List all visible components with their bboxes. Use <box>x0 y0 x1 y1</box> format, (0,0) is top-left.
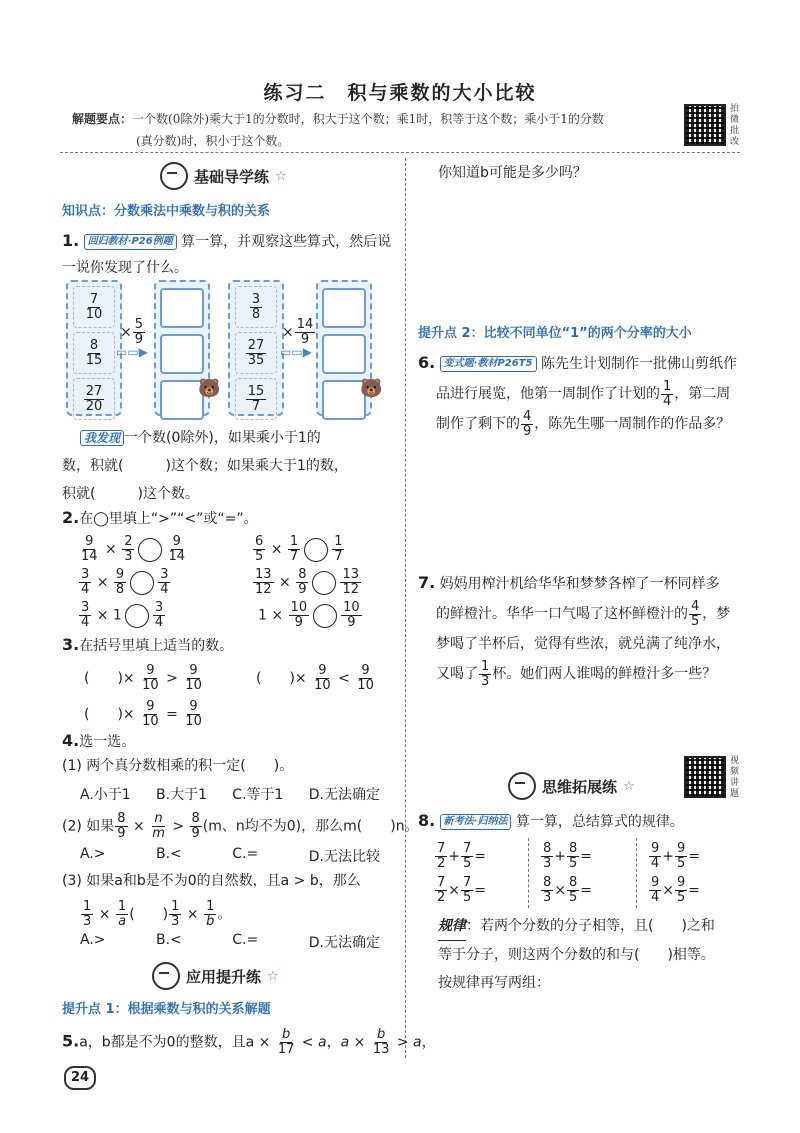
improve-point-1: 提升点 1：根据乘数与积的关系解题 <box>62 1002 271 1017</box>
q4-sub3-options <box>80 932 380 952</box>
option-d[interactable]: D.无法确定 <box>308 787 380 803</box>
q4-sub1-options <box>80 784 380 804</box>
q1-left-multiplier: × $\frac{5}{9}$ <box>120 317 144 347</box>
rule-line2: 等于分子，则这两个分数的和与( )相等。 <box>438 947 715 963</box>
q7-line3: 梦喝了半杯后，觉得有些浓，就兑满了纯净水， <box>436 636 730 652</box>
solving-tips <box>72 108 672 152</box>
q2-number: 2. <box>62 508 80 527</box>
q3-item: ( )× $\frac{9}{10}$ < $\frac{9}{10}$ <box>256 663 374 693</box>
q2-item: 1 × $\frac{10}{9}$ $\frac{10}{9}$ <box>258 600 360 630</box>
q8-rule <box>438 912 758 997</box>
q1-right-fractions <box>228 280 284 416</box>
q8-text: 算一算，总结算式的规律。 <box>515 814 684 830</box>
page-title: 练习二 积与乘数的大小比较 <box>263 82 537 104</box>
q8-expr: $\frac{9}{4}$ + $\frac{9}{5}$ = <box>651 841 701 871</box>
option-b[interactable]: B.< <box>156 932 182 948</box>
fraction-cell: $\frac{27}{35}$ <box>235 332 277 374</box>
qr-code-icon[interactable] <box>684 756 726 798</box>
rule-line1: ：若两个分数的分子相等，且( )之和 <box>466 918 715 934</box>
rule-label: 规律 <box>438 912 466 941</box>
separator <box>636 838 637 908</box>
q3-item: ( )× $\frac{9}{10}$ > $\frac{9}{10}$ <box>84 663 202 693</box>
tips-line2: (真分数)时，积小于这个数。 <box>136 134 290 148</box>
answer-box[interactable] <box>160 288 204 328</box>
compare-circle[interactable] <box>125 604 149 628</box>
section-basic <box>160 162 287 190</box>
rule-line3: 按规律再写两组： <box>438 975 550 991</box>
q3-text: 在括号里填上适当的数。 <box>79 638 234 654</box>
qr-code-icon[interactable] <box>684 104 726 146</box>
fraction-cell: $\frac{8}{15}$ <box>73 332 115 374</box>
separator <box>528 838 529 908</box>
question-8 <box>418 808 758 835</box>
qr-label-mid: 视频讲题 <box>730 756 740 799</box>
q3-number: 3. <box>62 635 80 654</box>
q4-sub3-expr: $\frac{1}{3}$ × $\frac{1}{a}$ ( ) $\frac{1}{3}$ × $\frac{1}{b}$ 。 <box>83 899 232 929</box>
mascot-icon <box>160 162 188 190</box>
q4-number: 4. <box>62 731 80 750</box>
option-a[interactable]: A.小于1 <box>80 787 131 803</box>
page-number: 24 <box>64 1066 96 1090</box>
q1-number: 1. <box>62 231 80 250</box>
q7-number: 7. <box>418 573 436 592</box>
section-expand <box>508 772 635 800</box>
section-basic-title: 基础导学练 <box>194 167 270 186</box>
section-apply-title: 应用提升练 <box>186 967 262 986</box>
q4-sub1: (1) 两个真分数相乘的积一定( )。 <box>62 758 294 774</box>
q6-line3b: ，陈先生哪一周制作的作品多？ <box>534 416 731 432</box>
q2-item: $\frac{6}{5}$ × $\frac{1}{7}$ $\frac{1}{7}$ <box>255 534 343 564</box>
q1-right-multiplier: × $\frac{14}{9}$ <box>282 317 314 347</box>
compare-circle[interactable] <box>312 571 336 595</box>
q2-item: $\frac{3}{4}$ × 1 $\frac{3}{4}$ <box>81 600 164 630</box>
q1-left-fractions <box>66 280 122 416</box>
section-apply <box>152 962 279 990</box>
question-5: 5.a，b都是不为0的整数，且a × $\frac{b}{17}$ < a，a × $\frac{b}{13}$ > a， <box>62 1027 436 1057</box>
q8-expr: $\frac{7}{2}$ × $\frac{7}{5}$ = <box>437 875 487 905</box>
q6-line2b: ，第二周 <box>674 386 731 402</box>
q4-sub2: (2) 如果 $\frac{8}{9}$ × $\frac{n}{m}$ > $\frac{8}{9}$ (m、n均不为0)，那么m( )n。 <box>62 811 419 841</box>
fraction-cell: $\frac{15}{7}$ <box>235 378 277 420</box>
q2-item: $\frac{9}{14}$ × $\frac{2}{3}$ $\frac{9}{14}$ <box>81 534 186 564</box>
q4-sub2-pre: (2) 如果 <box>62 818 115 835</box>
question-2 <box>62 505 258 532</box>
q4-sub2-options <box>80 846 380 866</box>
q1-discovery <box>62 424 400 508</box>
q6-tag: 变式题·教材P26T5 <box>440 356 537 372</box>
compare-circle[interactable] <box>304 538 328 562</box>
q8-expr: $\frac{8}{3}$ × $\frac{8}{5}$ = <box>543 875 593 905</box>
option-b[interactable]: B.大于1 <box>156 787 207 803</box>
compare-circle[interactable] <box>130 571 154 595</box>
q1-tag: 回归教材·P26例题 <box>84 234 177 250</box>
option-a[interactable]: A.> <box>80 932 106 948</box>
star-icon: ☆ <box>623 778 635 794</box>
q4-text: 选一选。 <box>79 734 136 750</box>
option-c[interactable]: C.等于1 <box>232 787 284 803</box>
q7-line2: 的鲜橙汁。华华一口气喝了这杯鲜橙汁的 <box>436 606 688 622</box>
question-6: 6. 变式题·教材P26T5 陈先生计划制作一批佛山剪纸作 品进行展览，他第一周制作了计划的 $\frac{1}{4}$ ，第二周 制作了剩下的 $\frac{4}{9}$ ，陈先生哪一周制作的作品多？ <box>418 353 737 439</box>
question-1 <box>62 228 397 281</box>
q7-line2b: ，梦 <box>702 606 731 622</box>
star-icon: ☆ <box>275 168 287 184</box>
discovery-line1: 一个数(0除外)，如果乘小于1的 <box>124 430 321 446</box>
q4-sub2-mid: (m、n均不为0)，那么m( )n。 <box>202 818 419 835</box>
q8-expr: $\frac{7}{2}$ + $\frac{7}{5}$ = <box>437 841 487 871</box>
knowledge-point: 知识点：分数乘法中乘数与积的关系 <box>62 204 271 219</box>
q7-line4: 又喝了 <box>436 666 478 682</box>
mascot-icon <box>508 772 536 800</box>
compare-circle[interactable] <box>138 538 162 562</box>
option-a[interactable]: A.> <box>80 846 106 862</box>
q8-number: 8. <box>418 811 436 830</box>
option-c[interactable]: C.= <box>232 846 259 862</box>
q4-sub3: (3) 如果a和b是不为0的自然数，且a > b，那么 <box>62 873 361 889</box>
fraction-cell: $\frac{3}{8}$ <box>235 286 277 328</box>
option-c[interactable]: C.= <box>232 932 259 948</box>
fraction-cell: $\frac{27}{20}$ <box>73 378 115 420</box>
mascot-icon <box>152 962 180 990</box>
q5-text: a，b都是不为0的整数，且a × <box>79 1034 271 1051</box>
discovery-line3: 积就( )这个数。 <box>62 486 199 502</box>
q8-expr: $\frac{8}{3}$ + $\frac{8}{5}$ = <box>543 841 593 871</box>
q6-line1: 陈先生计划制作一批佛山剪纸作 <box>540 356 737 372</box>
answer-box[interactable] <box>322 334 366 374</box>
star-icon: ☆ <box>267 968 279 984</box>
qr-label-top: 拍微批改 <box>730 104 740 147</box>
answer-box[interactable] <box>322 288 366 328</box>
q7-line1: 妈妈用榨汁机给华华和梦梦各榨了一杯同样多 <box>439 576 720 592</box>
improve-point-2: 提升点 2：比较不同单位“1”的两个分率的大小 <box>418 326 692 341</box>
discovery-label: 我发现 <box>80 430 124 446</box>
q5-number: 5. <box>62 1031 80 1051</box>
q6-line2: 品进行展览，他第一周制作了计划的 <box>436 386 660 402</box>
section-expand-title: 思维拓展练 <box>542 777 618 796</box>
tips-label: 解题要点： <box>72 112 133 126</box>
divider <box>60 152 740 153</box>
q1-text: 算一算，并观察这些算式，然后说一说你发现了什么。 <box>62 234 392 276</box>
option-d[interactable]: D.无法确定 <box>308 935 380 951</box>
arrow-right-icon: ▭▭▶ <box>116 345 148 359</box>
q8-tag: 新考法·归纳法 <box>440 814 512 830</box>
q2-item: $\frac{3}{4}$ × $\frac{9}{8}$ $\frac{3}{4}$ <box>81 567 169 597</box>
q8-expr: $\frac{9}{4}$ × $\frac{9}{5}$ = <box>651 875 701 905</box>
q7-line4b: 杯。她们两人谁喝的鲜橙汁多一些？ <box>492 666 717 682</box>
arrow-right-icon: ▭▭▶ <box>280 345 312 359</box>
bear-icon: 🐻 <box>198 378 221 399</box>
fraction-cell: $\frac{7}{10}$ <box>73 286 115 328</box>
question-7: 7. 妈妈用榨汁机给华华和梦梦各榨了一杯同样多 的鲜橙汁。华华一口气喝了这杯鲜橙汁的 $\frac{4}{5}$ ，梦 梦喝了半杯后，觉得有些浓，就兑满了纯净水， 又喝了 $\frac{1}{3}$ 杯。她们两人谁喝的鲜橙汁多一些？ <box>418 573 731 689</box>
question-4 <box>62 728 135 755</box>
q2-item: $\frac{13}{12}$ × $\frac{8}{9}$ $\frac{13}{12}$ <box>255 567 360 597</box>
answer-box[interactable] <box>160 334 204 374</box>
q2-text: 在◯里填上“>”“<”或“=”。 <box>79 511 258 527</box>
q6-line3: 制作了剩下的 <box>436 416 520 432</box>
q3-item: ( )× $\frac{9}{10}$ = $\frac{9}{10}$ <box>84 699 202 729</box>
option-d[interactable]: D.无法比较 <box>308 849 380 865</box>
question-3 <box>62 632 233 659</box>
column-divider <box>405 158 406 1058</box>
tips-line1: 一个数(0除外)乘大于1的分数时，积大于这个数；乘1时，积等于这个数；乘小于1的分数 <box>132 112 604 126</box>
bear-icon: 🐻 <box>360 378 383 399</box>
compare-circle[interactable] <box>313 604 337 628</box>
q6-number: 6. <box>418 353 436 372</box>
option-b[interactable]: B.< <box>156 846 182 862</box>
q5-continued: 你知道b可能是多少吗？ <box>438 165 587 181</box>
discovery-line2: 数，积就( )这个数；如果乘大于1的数， <box>62 458 348 474</box>
